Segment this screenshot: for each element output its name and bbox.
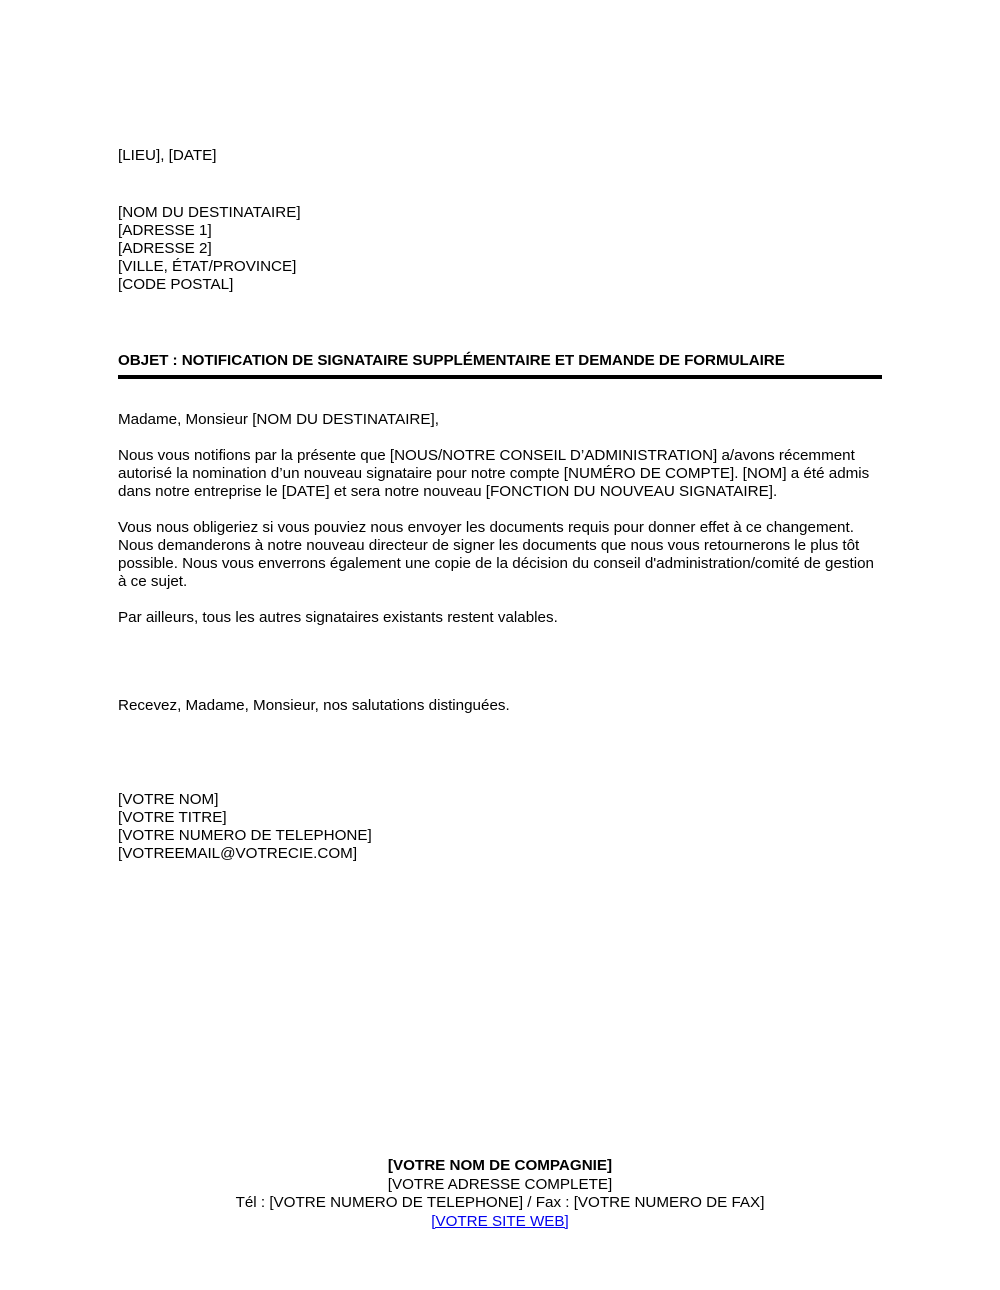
recipient-address-block	[118, 204, 882, 294]
footer-address: [VOTRE ADRESSE COMPLETE]	[387, 1175, 613, 1193]
date-block	[118, 147, 882, 165]
subject-block	[118, 352, 882, 379]
subject-line: OBJET : NOTIFICATION DE SIGNATAIRE SUPPLÉMENTAIRE ET DEMANDE DE FORMULAIRE	[118, 352, 785, 369]
recipient-name: [NOM DU DESTINATAIRE]	[118, 204, 301, 221]
date-line: [LIEU], [DATE]	[118, 147, 217, 164]
footer-website-line	[0, 1213, 1000, 1232]
body-paragraph-3: Par ailleurs, tous les autres signataires existants restent valables.	[118, 609, 558, 626]
body-paragraph-2: Vous nous obligeriez si vous pouviez nous envoyer les documents requis pour donner effet à ce changement. Nous demanderons à notre nouveau directeur de signer les documents que nous vous retournerons le plus tôt possible. Nous vous enverrons également une copie de la décision du conseil d'administration/comité de gestion à ce sujet.	[118, 519, 874, 590]
recipient-city-state: [VILLE, ÉTAT/PROVINCE]	[118, 258, 297, 275]
sender-phone: [VOTRE NUMERO DE TELEPHONE]	[118, 827, 372, 844]
body-paragraph-1: Nous vous notifions par la présente que [NOUS/NOTRE CONSEIL D’ADMINISTRATION] a/avons récemment autorisé la nomination d’un nouveau signataire pour notre compte [NUMÉRO DE COMPTE]. [NOM] a été admis dans notre entreprise le [DATE] et sera notre nouveau [FONCTION DU NOUVEAU SIGNATAIRE].	[118, 447, 870, 500]
closing-block	[118, 697, 882, 715]
footer-phone-fax: Tél : [VOTRE NUMERO DE TELEPHONE] / Fax : [VOTRE NUMERO DE FAX]	[235, 1194, 765, 1211]
closing-line: Recevez, Madame, Monsieur, nos salutations distinguées.	[118, 697, 510, 714]
sender-name: [VOTRE NOM]	[118, 791, 219, 808]
salutation: Madame, Monsieur [NOM DU DESTINATAIRE],	[118, 411, 439, 428]
subject-divider	[118, 375, 882, 379]
letter-body	[118, 411, 882, 627]
page-footer	[0, 1157, 1000, 1231]
sender-title: [VOTRE TITRE]	[118, 809, 227, 826]
recipient-address-1: [ADRESSE 1]	[118, 222, 212, 239]
signature-block	[118, 791, 882, 863]
sender-email: [VOTREEMAIL@VOTRECIE.COM]	[118, 845, 358, 862]
recipient-address-2: [ADRESSE 2]	[118, 240, 212, 257]
footer-website-link[interactable]: [VOTRE SITE WEB]	[431, 1212, 569, 1230]
recipient-postal-code: [CODE POSTAL]	[118, 276, 234, 293]
footer-company-name: [VOTRE NOM DE COMPAGNIE]	[387, 1157, 613, 1174]
